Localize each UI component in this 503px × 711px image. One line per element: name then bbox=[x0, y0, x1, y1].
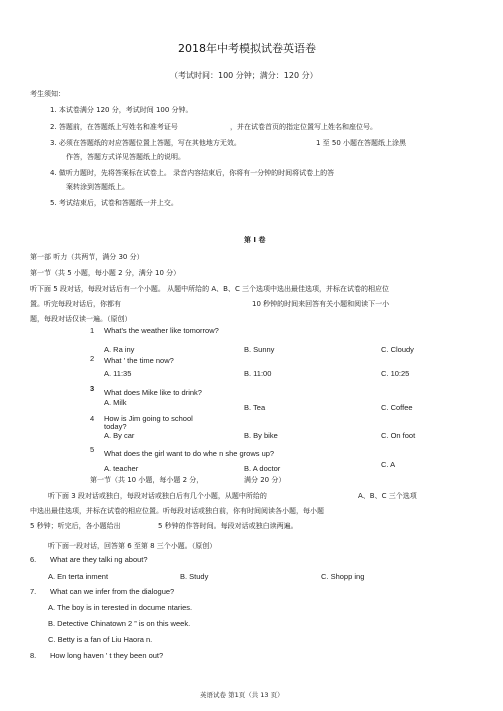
option-line: B. Detective Chinatown 2 ” is on this week. bbox=[48, 619, 191, 628]
page-title: 2018年中考模拟试卷英语卷 bbox=[178, 42, 316, 55]
question-text: What does the girl want to do whe n she grows up? bbox=[104, 449, 275, 458]
option-a: A. By car bbox=[104, 431, 135, 440]
question-text: What ' the time now? bbox=[104, 356, 174, 365]
option-a: A. Ra iny bbox=[104, 345, 135, 354]
section2-intro: 5 秒钟的作答时间。每段对话或独白读两遍。 bbox=[158, 522, 298, 530]
option-b: B. 11:00 bbox=[244, 369, 272, 378]
option-b: B. Sunny bbox=[244, 345, 275, 354]
option-b: B. A doctor bbox=[244, 464, 281, 473]
option-a: A. En terta inment bbox=[48, 572, 109, 581]
instruction-item: 作答，答题方式详见答题纸上的说明。 bbox=[66, 153, 185, 161]
option-c: C. On foot bbox=[381, 431, 416, 440]
question-text: What are they talki ng about? bbox=[50, 555, 148, 564]
instructions-heading: 考生须知： bbox=[30, 90, 65, 98]
question-number: 6. bbox=[30, 555, 37, 564]
question-number: 8. bbox=[30, 651, 37, 660]
option-c: C. Cloudy bbox=[381, 345, 414, 354]
section2-intro: 中选出最佳选项，并标在试卷的相应位置。听每段对话或独白前，你有时间阅读各小题，每小题 bbox=[30, 507, 324, 515]
instruction-item: 3. 必须在答题纸的对应答题位置上答题，写在其他地方无效。 bbox=[50, 139, 241, 147]
question-text: How is Jim going to school bbox=[104, 414, 193, 423]
option-a: A. Milk bbox=[104, 398, 127, 407]
question-number: 1 bbox=[90, 326, 95, 335]
section1-intro: 题，每段对话仅读一遍。（原创） bbox=[30, 315, 132, 323]
instruction-item: ，并在试卷首页的指定位置写上姓名和座位号。 bbox=[230, 123, 377, 131]
question-number: 2 bbox=[90, 354, 95, 363]
question-number: 5 bbox=[90, 445, 95, 454]
option-a: A. 11:35 bbox=[104, 369, 132, 378]
question-number: 4 bbox=[90, 414, 95, 423]
question-number: 3 bbox=[90, 384, 95, 393]
page-footer: 英语试卷 第1页（共 13 页） bbox=[200, 691, 284, 699]
instruction-item: 1 至 50 小题在答题纸上涂黑 bbox=[316, 139, 407, 147]
section1-heading: 第一节（共 5 小题，每小题 2 分，满分 10 分） bbox=[30, 269, 181, 277]
volume-heading: 第 I 卷 bbox=[244, 236, 266, 244]
section2-subintro: 听下面一段对话，回答第 6 至第 8 三个小题。（原创） bbox=[48, 542, 217, 550]
question-number: 7. bbox=[30, 587, 37, 596]
section2-intro: 听下面 3 段对话或独白，每段对话或独白后有几个小题，从题中所给的 bbox=[48, 492, 267, 500]
section1-intro: 置。听完每段对话后，你都有 bbox=[30, 300, 121, 308]
question-text: What's the weather like tomorrow? bbox=[104, 326, 219, 335]
option-b: B. Study bbox=[180, 572, 209, 581]
question-text-continued: today? bbox=[104, 422, 127, 431]
instruction-item: 案转涂到答题纸上。 bbox=[66, 183, 129, 191]
section2-heading: 第一节（共 10 小题，每小题 2 分， bbox=[90, 476, 204, 484]
instruction-item: 5. 考试结束后，试卷和答题纸一并上交。 bbox=[50, 199, 178, 207]
page-subtitle: （考试时间：100 分钟；满分：120 分） bbox=[170, 71, 318, 80]
section1-intro: 听下面 5 段对话，每段对话后有一个小题。 从题中所给的 A、B、C 三个选项中选出最佳选项，并标在试卷的相应位 bbox=[30, 285, 390, 293]
option-c: C. 10:25 bbox=[381, 369, 410, 378]
instruction-item: 2. 答题前，在答题纸上写姓名和准考证号 bbox=[50, 123, 178, 131]
section1-intro: 10 秒钟的时间来回答有关小题和阅读下一小 bbox=[252, 300, 390, 308]
section2-heading-score: 满分 20 分） bbox=[244, 476, 286, 484]
option-c: C. Coffee bbox=[381, 403, 413, 412]
option-line: C. Betty is a fan of Liu Haora n. bbox=[48, 635, 153, 644]
section2-intro: A、B、C 三个选项 bbox=[358, 492, 417, 500]
option-c: C. Shopp ing bbox=[321, 572, 365, 581]
instruction-item: 4. 做听力题时，先将答案标在试卷上。 录音内容结束后，你将有一分钟的时间将试卷上的答 bbox=[50, 169, 335, 177]
question-text: What can we infer from the dialogue? bbox=[50, 587, 175, 596]
option-b: B. By bike bbox=[244, 431, 278, 440]
instruction-item: 1. 本试卷满分 120 分，考试时间 100 分钟。 bbox=[50, 106, 193, 114]
question-text: What does Mike like to drink? bbox=[104, 388, 202, 397]
question-text: How long haven ' t they been out? bbox=[50, 651, 164, 660]
option-a: A. teacher bbox=[104, 464, 139, 473]
part1-heading: 第一部 听力（共两节，满分 30 分） bbox=[30, 253, 144, 261]
section2-intro: 5 秒钟；听完后，各小题给出 bbox=[30, 522, 121, 530]
option-b: B. Tea bbox=[244, 403, 266, 412]
option-c: C. A bbox=[381, 460, 396, 469]
option-line: A. The boy is in terested in docume ntaries. bbox=[48, 603, 193, 612]
